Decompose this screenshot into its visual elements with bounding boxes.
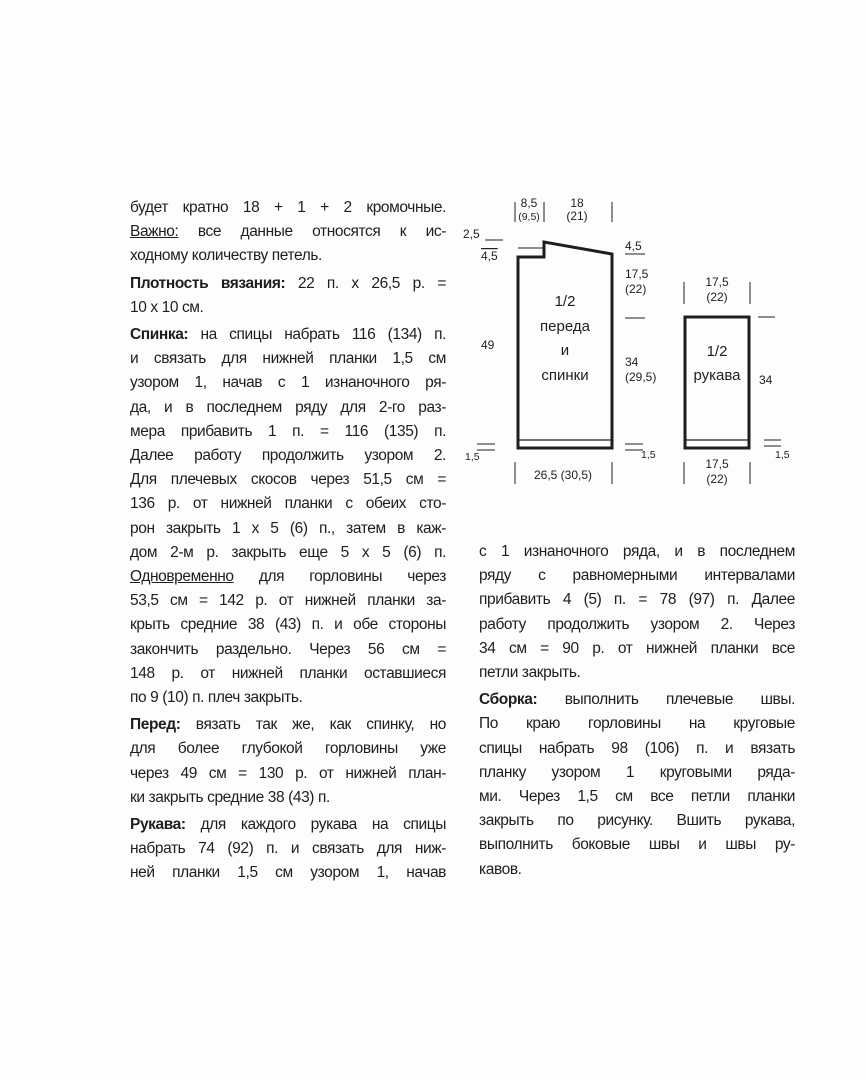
text-line: 34 см = 90 р. от нижней планки все: [479, 639, 795, 657]
text-line: Для плечевых скосов через 51,5 см =: [130, 471, 446, 489]
text-line: [130, 713, 446, 737]
text-span: для горловины через: [233, 568, 446, 586]
text-line: выполнить боковые швы и швы ру-: [479, 836, 795, 854]
text-line: через 49 см = 130 р. от нижней план-: [130, 764, 446, 782]
dim-label: (22): [625, 282, 647, 296]
text-span: на спицы набрать 116 (134) п.: [188, 326, 446, 344]
dim-label: 2,5: [463, 227, 480, 241]
dim-label: (29,5): [625, 370, 657, 384]
text-line: кавов.: [479, 860, 522, 878]
left-text-column: [130, 196, 446, 886]
sleeves-heading: Рукава:: [130, 816, 186, 834]
text-line: закрыть по рисунку. Вшить рукава,: [479, 812, 795, 830]
front-heading: Перед:: [130, 716, 181, 734]
text-line: ней планки 1,5 см узором 1, начав: [130, 864, 446, 882]
text-line: петли закрыть.: [479, 664, 581, 682]
text-line: ходному количеству петель.: [130, 247, 322, 265]
text-line: спицы набрать 98 (106) п. и вязать: [479, 739, 795, 757]
text-line: [130, 813, 446, 837]
text-line: [130, 323, 446, 347]
dim-label: 1,5: [641, 449, 656, 461]
text-line: ряду с равномерными интервалами: [479, 567, 795, 585]
text-line: 53,5 см = 142 р. от нижней планки за-: [130, 592, 446, 610]
knitting-schematic: [455, 190, 800, 490]
dim-label: 1,5: [465, 451, 480, 463]
dim-label: 17,5: [705, 275, 729, 289]
dim-label: 49: [481, 338, 495, 352]
text-line: ки закрыть средние 38 (43) п.: [130, 788, 330, 806]
text-line: по 9 (10) п. плеч закрыть.: [130, 689, 303, 707]
text-line: прибавить 4 (5) п. = 78 (97) п. Далее: [479, 591, 795, 609]
text-line: [130, 565, 446, 589]
piece-label: переда: [540, 318, 590, 335]
dim-label: 18: [570, 196, 584, 210]
piece-label: 1/2: [554, 293, 576, 310]
text-line: будет кратно 18 + 1 + 2 кромочные.: [130, 199, 446, 216]
text-line: 10 х 10 см.: [130, 298, 204, 316]
text-line: [130, 220, 446, 244]
assembly-heading: Сборка:: [479, 691, 538, 709]
text-line: дом 2-м р. закрыть еще 5 х 5 (6) п.: [130, 543, 446, 561]
piece-label: рукава: [693, 367, 741, 384]
right-text-column: [479, 540, 795, 882]
important-label: Важно:: [130, 223, 179, 241]
dim-label: 17,5: [705, 457, 729, 471]
text-line: набрать 74 (92) п. и связать для ниж-: [130, 840, 446, 858]
dim-label: 1,5: [775, 449, 790, 461]
text-line: с 1 изнаночного ряда, и в последнем: [479, 543, 795, 560]
back-heading: Спинка:: [130, 326, 189, 344]
text-line: ми. Через 1,5 см все петли планки: [479, 788, 795, 806]
dim-label: 26,5 (30,5): [533, 468, 593, 482]
text-line: и связать для нижней планки 1,5 см: [130, 350, 446, 368]
piece-label: и: [560, 342, 570, 359]
text-span: выполнить плечевые швы.: [537, 691, 795, 709]
text-line: рон закрыть 1 х 5 (6) п., затем в каж-: [130, 519, 446, 537]
text-span: 22 п. х 26,5 р. =: [285, 274, 446, 292]
dim-label: 4,5: [625, 239, 642, 253]
text-line: Далее работу продолжить узором 2.: [130, 447, 446, 465]
text-line: работу продолжить узором 2. Через: [479, 615, 795, 633]
text-line: [130, 272, 446, 296]
piece-label: спинки: [541, 367, 589, 384]
text-line: 136 р. от нижней планки с обеих сто-: [130, 495, 446, 513]
dim-label: 8,5: [520, 196, 538, 210]
text-span: все данные относятся к ис-: [178, 223, 446, 241]
piece-label: 1/2: [706, 343, 728, 360]
dim-label: 17,5: [625, 267, 649, 281]
text-line: закончить раздельно. Через 56 см =: [130, 640, 446, 658]
text-line: [479, 688, 795, 712]
text-line: мера прибавить 1 п. = 116 (135) п.: [130, 422, 446, 440]
text-line: крыть средние 38 (43) п. и обе стороны: [130, 616, 446, 634]
dim-label: 34: [759, 373, 773, 387]
dim-label: (22): [706, 290, 728, 304]
text-line: для более глубокой горловины уже: [130, 740, 446, 758]
text-span: вязать так же, как спинку, но: [180, 716, 446, 734]
dim-label: 34: [625, 355, 639, 369]
dim-label: (9,5): [518, 211, 540, 223]
text-span: для каждого рукава на спицы: [185, 816, 446, 834]
dim-label: (21): [566, 209, 588, 223]
text-line: узором 1, начав с 1 изнаночного ря-: [130, 374, 446, 392]
text-line: 148 р. от нижней планки оставшиеся: [130, 664, 446, 682]
density-heading: Плотность вязания:: [130, 274, 286, 292]
text-line: да, и в последнем ряду для 2-го раз-: [130, 398, 446, 416]
dim-label: (22): [706, 472, 728, 486]
schematic-svg: [455, 190, 800, 490]
text-line: планку узором 1 круговыми ряда-: [479, 763, 795, 781]
text-line: По краю горловины на круговые: [479, 715, 795, 733]
simultaneously-label: Одновременно: [130, 568, 234, 586]
dim-label: 4,5: [481, 249, 498, 263]
